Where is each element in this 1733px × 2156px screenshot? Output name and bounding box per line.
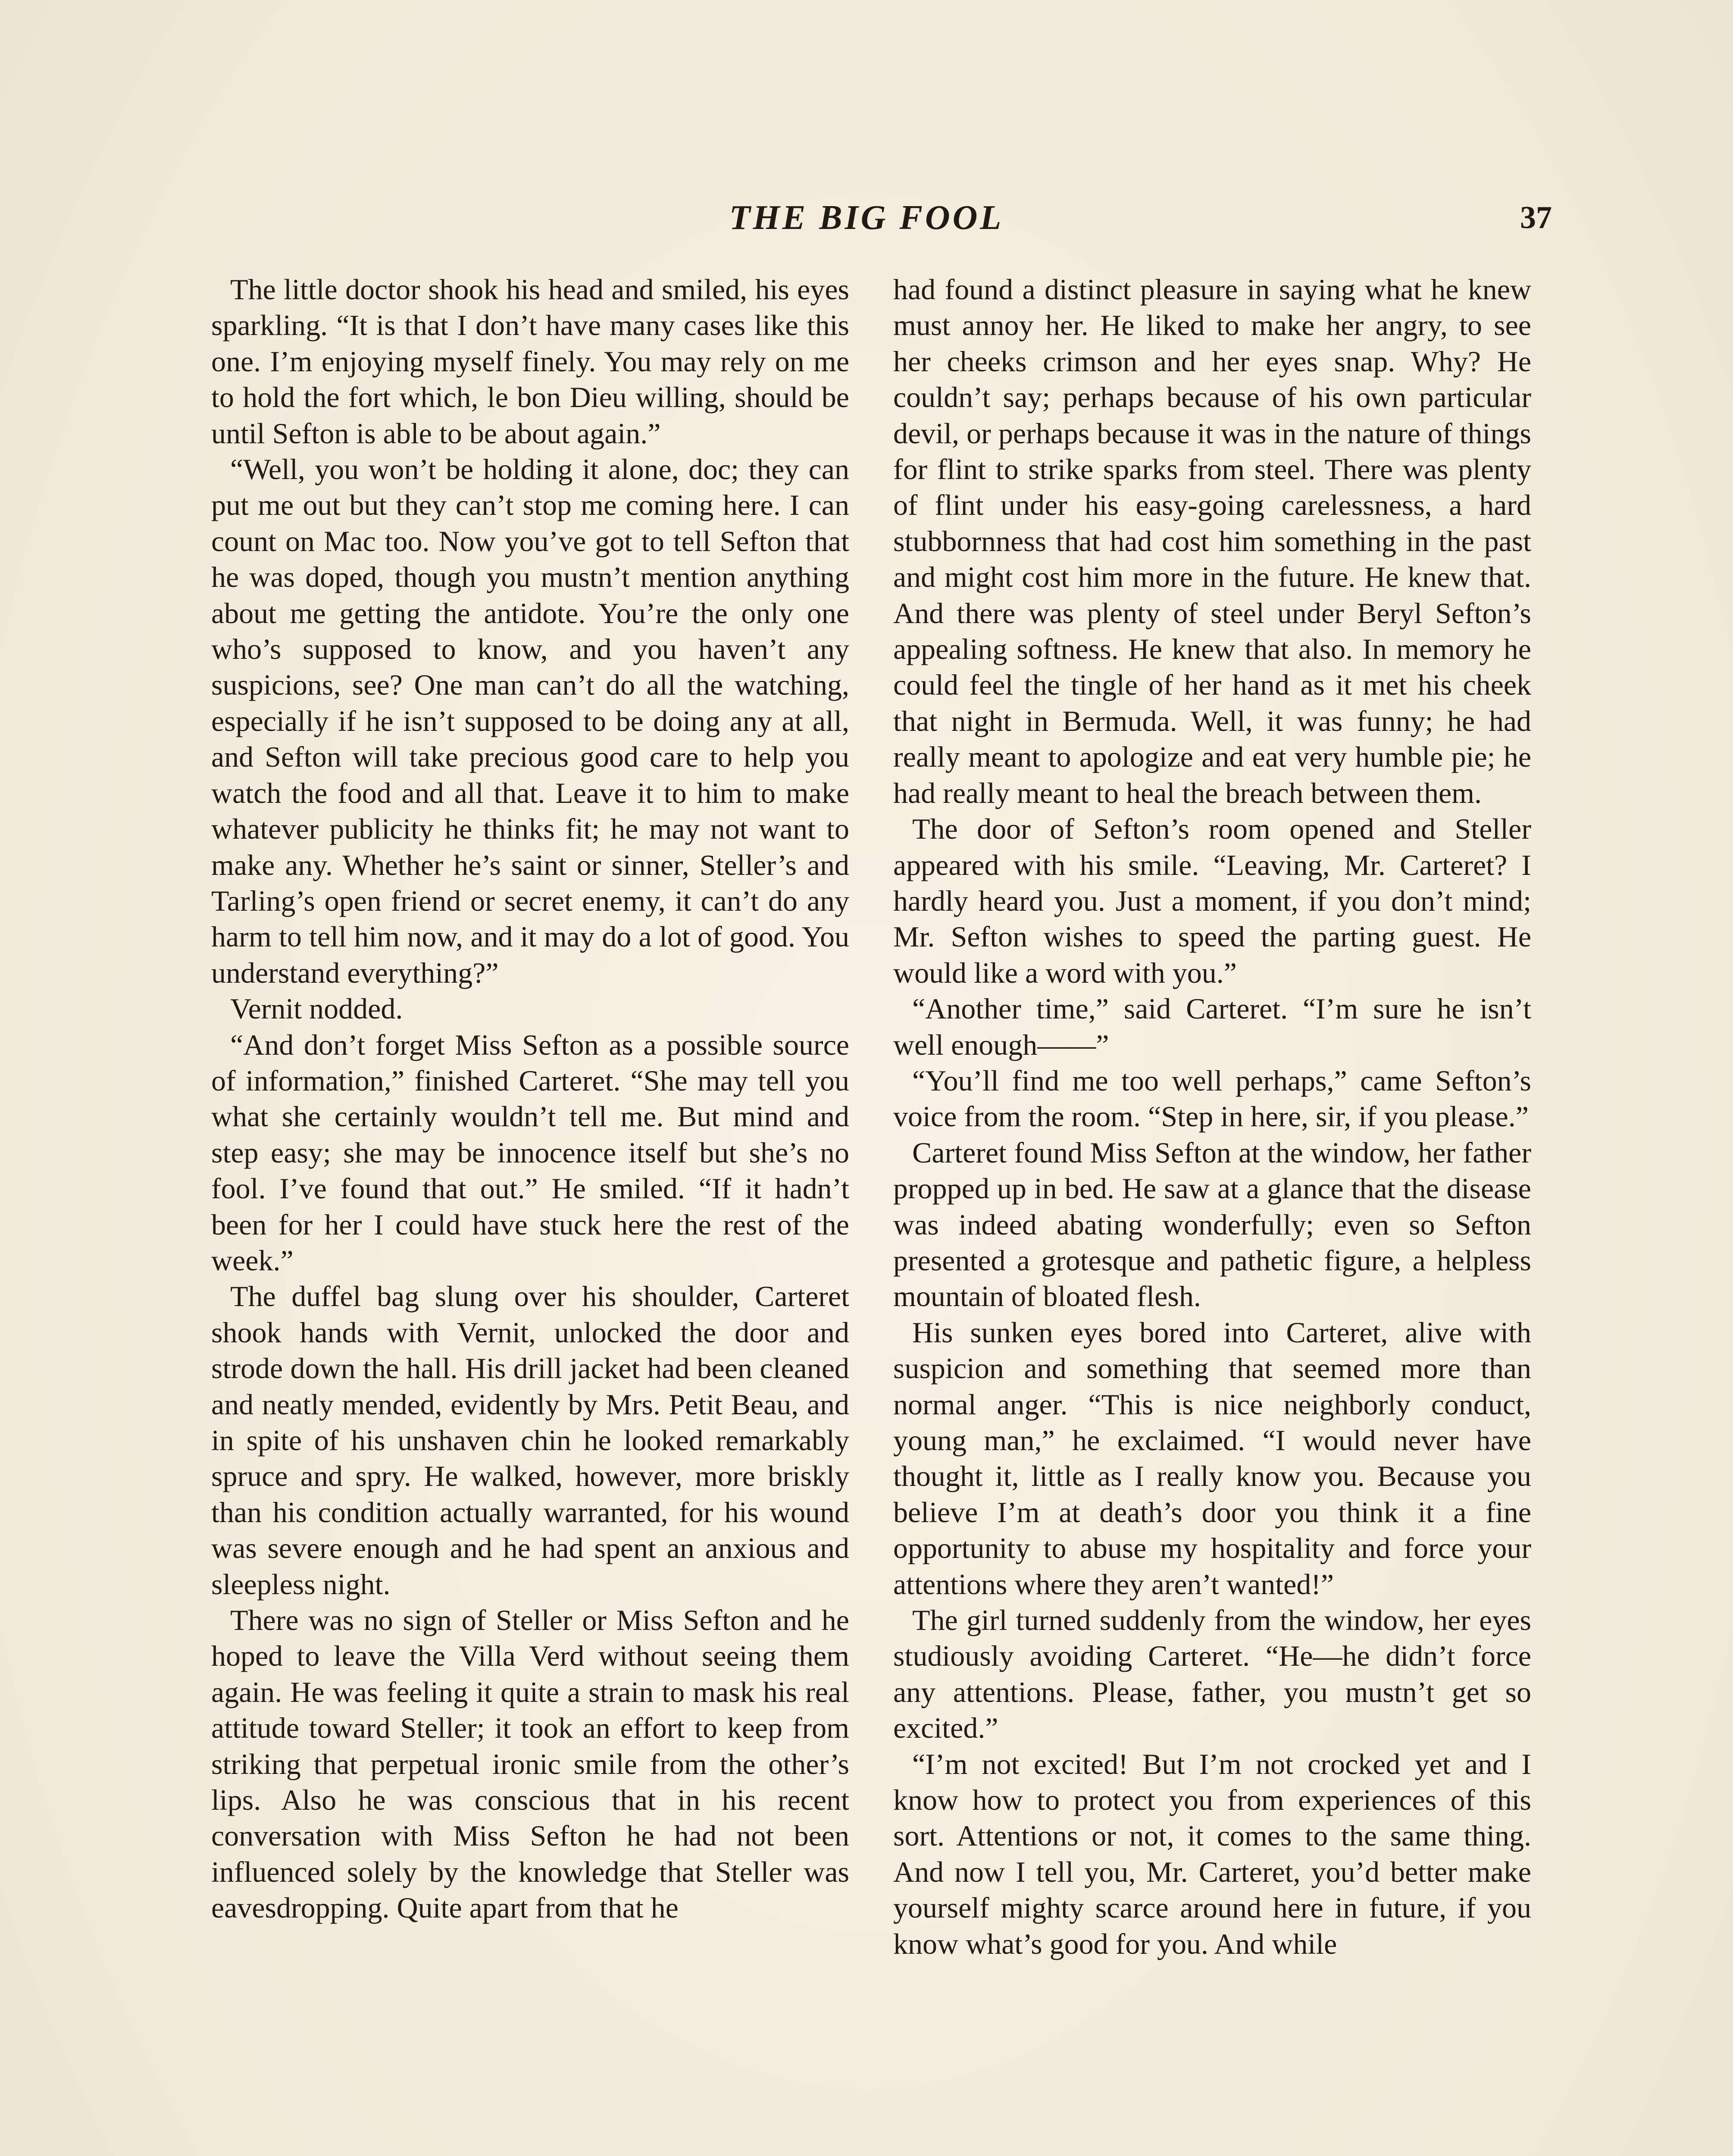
running-title: THE BIG FOOL <box>729 199 1004 237</box>
paragraph: “Well, you won’t be holding it alone, doc; they can put me out but they can’t stop me coming here. I can count on Mac too. Now you’ve got to tell Sefton that he was doped, though you mustn’t mention anything about me getting the antidote. You’re the only one who’s supposed to know, and you haven’t any suspicions, see? One man can’t do all the watching, especially if he isn’t supposed to be doing any at all, and Sefton will take precious good care to help you watch the food and all that. Leave it to him to make whatever publicity he thinks fit; he may not want to make any. Whether he’s saint or sinner, Steller’s and Tarling’s open friend or secret enemy, it can’t do any harm to tell him now, and it may do a lot of good. You understand everything?” <box>211 453 849 989</box>
paragraph: His sunken eyes bored into Carteret, alive with suspicion and something that seemed more than normal anger. “This is nice neighborly conduct, young man,” he exclaimed. “I would never have thought it, little as I really know you. Because you believe I’m at death’s door you think it a fine opportunity to abuse my hospitality and force your attentions where they aren’t wanted!” <box>893 1316 1531 1601</box>
running-head <box>0 192 1733 244</box>
left-text-column <box>211 272 849 1926</box>
paragraph: “And don’t forget Miss Sefton as a possible source of information,” finished Carteret. “She may tell you what she certainly wouldn’t tell me. But mind and step easy; she may be innocence itself but she’s no fool. I’ve found that out.” He smiled. “If it hadn’t been for her I could have stuck here the rest of the week.” <box>211 1028 849 1277</box>
paragraph: “You’ll find me too well perhaps,” came Sefton’s voice from the room. “Step in here, sir, if you please.” <box>893 1064 1531 1133</box>
paragraph: The little doctor shook his head and smiled, his eyes sparkling. “It is that I don’t have many cases like this one. I’m enjoying myself finely. You may rely on me to hold the fort which, le bon Dieu willing, should be until Sefton is able to be about again.” <box>211 273 849 450</box>
right-text-column <box>893 272 1531 1962</box>
paragraph: Vernit nodded. <box>230 992 403 1025</box>
paragraph: “Another time,” said Carteret. “I’m sure he isn’t well enough——” <box>893 992 1531 1061</box>
paragraph: “I’m not excited! But I’m not crocked yet and I know how to protect you from experiences of this sort. Attentions or not, it comes to the same thing. And now I tell you, Mr. Carteret, you’d better make yourself mighty scarce around here in future, if you know what’s good for you. And while <box>893 1747 1531 1960</box>
paragraph: Carteret found Miss Sefton at the window, her father propped up in bed. He saw at a glance that the disease was indeed abating wonderfully; even so Sefton presented a grotesque and pathetic figure, a helpless mountain of bloated flesh. <box>893 1136 1531 1313</box>
paragraph: The duffel bag slung over his shoulder, Carteret shook hands with Vernit, unlocked the door and strode down the hall. His drill jacket had been cleaned and neatly mended, evidently by Mrs. Petit Beau, and in spite of his unshaven chin he looked remarkably spruce and spry. He walked, however, more briskly than his condition actually warranted, for his wound was severe enough and he had spent an anxious and sleepless night. <box>211 1280 849 1601</box>
paragraph: The girl turned suddenly from the window, her eyes studiously avoiding Carteret. “He—he didn’t force any attentions. Please, father, you mustn’t get so excited.” <box>893 1604 1531 1745</box>
paragraph-continued: had found a distinct pleasure in saying what he knew must annoy her. He liked to make her angry, to see her cheeks crimson and her eyes snap. Why? He couldn’t say; perhaps because of his own particular devil, or perhaps because it was in the nature of things for flint to strike sparks from steel. There was plenty of flint under his easy-going carelessness, a hard stubbornness that had cost him something in the past and might cost him more in the future. He knew that. And there was plenty of steel under Beryl Sefton’s appealing softness. He knew that also. In memory he could feel the tingle of her hand as it met his cheek that night in Bermuda. Well, it was funny; he had really meant to apologize and eat very humble pie; he had really meant to heal the breach between them. <box>893 273 1531 809</box>
paragraph: The door of Sefton’s room opened and Steller appeared with his smile. “Leaving, Mr. Carteret? I hardly heard you. Just a moment, if you don’t mind; Mr. Sefton wishes to speed the parting guest. He would like a word with you.” <box>893 812 1531 989</box>
page-number: 37 <box>1520 200 1552 235</box>
paragraph: There was no sign of Steller or Miss Sefton and he hoped to leave the Villa Verd without seeing them again. He was feeling it quite a strain to mask his real attitude toward Steller; it took an effort to keep from striking that perpetual ironic smile from the other’s lips. Also he was conscious that in his recent conversation with Miss Sefton he had not been influenced solely by the knowledge that Steller was eavesdropping. Quite apart from that he <box>211 1604 849 1924</box>
